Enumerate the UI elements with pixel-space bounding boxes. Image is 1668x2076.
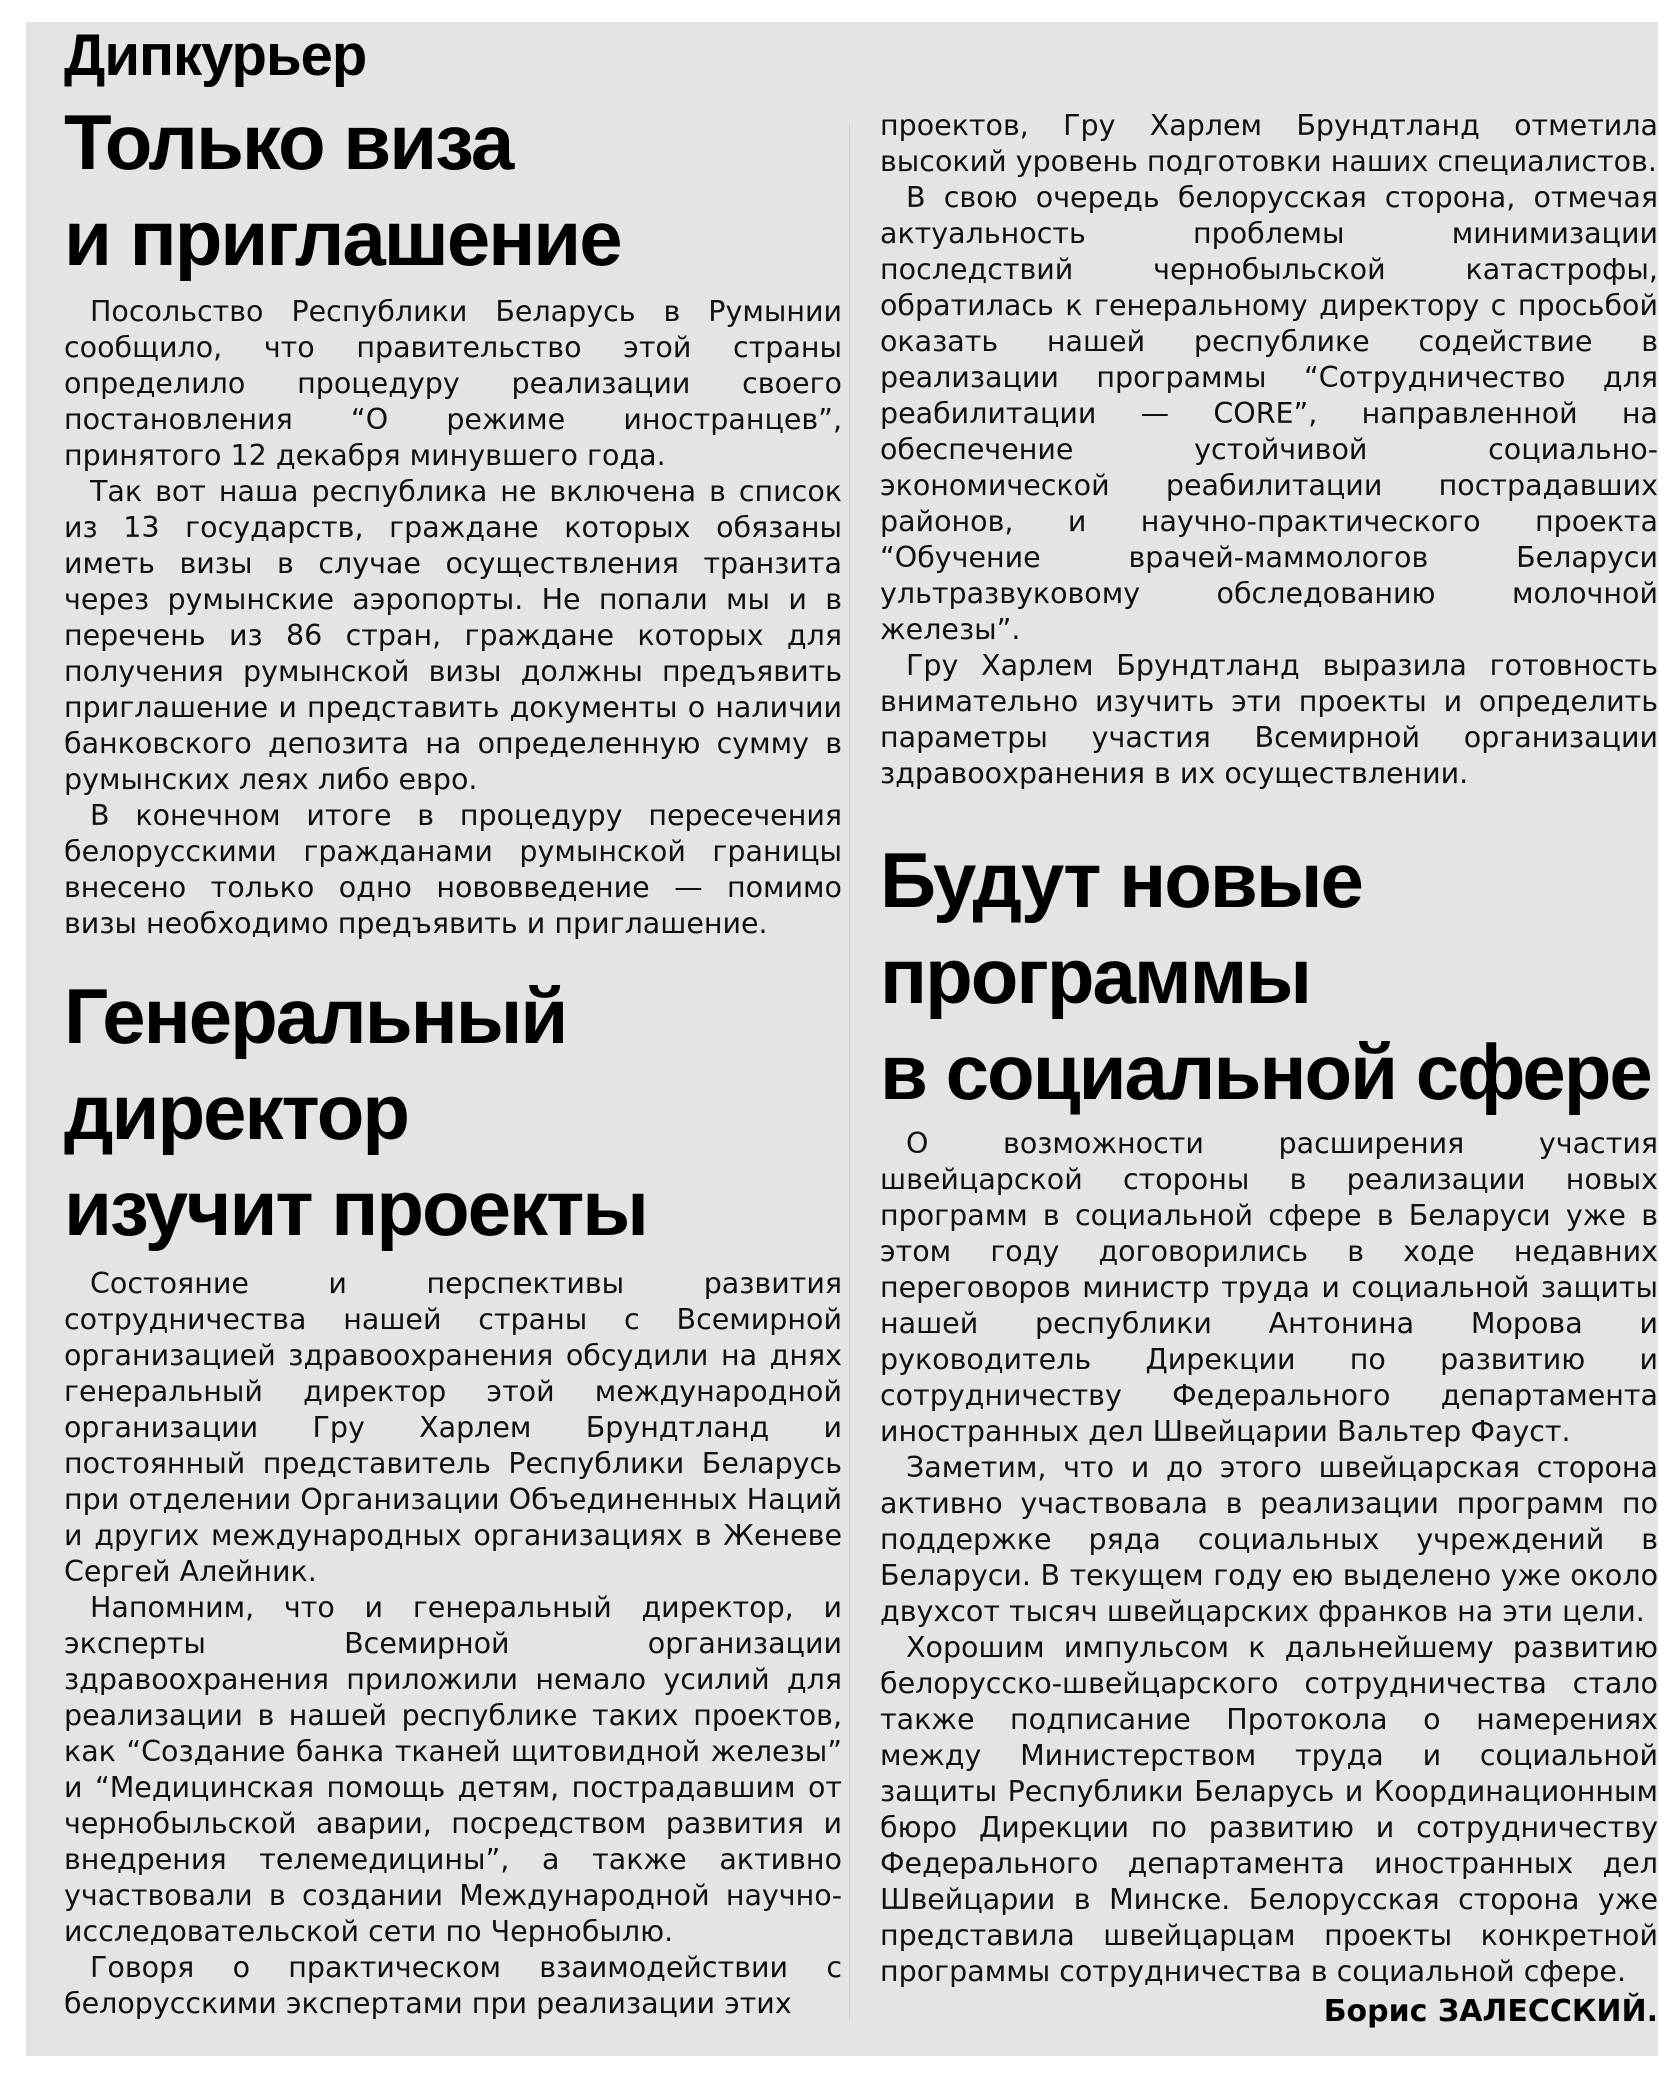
article-director-headline xyxy=(64,968,842,1256)
article-director-continued xyxy=(880,108,1658,792)
headline-line: и приглашение xyxy=(64,194,621,282)
headline-line: программы xyxy=(880,932,1310,1020)
headline-line: Только виза xyxy=(64,98,513,186)
paragraph: Напомним, что и генеральный директор, и эксперты Всемирной организации здравоохранения приложили немало усилий для реализации в нашей республике таких проектов, как “Создание банка тканей щитовидной железы” и “Медицинская помощь детям, пострадавшим от чернобыльской аварии, посредством развития и внедрения телемедицины”, а также активно участвовали в создании Международной научно-исследовательской сети по Чернобылю. xyxy=(64,1591,842,1948)
paragraph: Посольство Республики Беларусь в Румынии сообщило, что правительство этой страны определило процедуру реализации своего постановления “О режиме иностранцев”, принятого 12 декабря минувшего года. xyxy=(64,295,842,472)
headline-line: в социальной сфере xyxy=(880,1028,1651,1116)
rubric-title: Дипкурьер xyxy=(64,23,367,88)
paragraph: Заметим, что и до этого швейцарская сторона активно участвовала в реализации программ по поддержке ряда социальных учреждений в Беларуси. В текущем году ею выделено уже около двухсот тысяч швейцарских франков на эти цели. xyxy=(880,1451,1658,1628)
article-social xyxy=(880,832,1658,2032)
paragraph: О возможности расширения участия швейцарской стороны в реализации новых программ в социальной сфере в Беларуси уже в этом году договорились в ходе недавних переговоров министр труда и социальной защиты нашей республики Антонина Морова и руководитель Дирекции по развитию и сотрудничеству Федерального департамента иностранных дел Швейцарии Вальтер Фауст. xyxy=(880,1127,1658,1448)
article-social-headline xyxy=(880,832,1658,1120)
paragraph: Так вот наша республика не включена в список из 13 государств, граждане которых обязаны иметь визы в случае осуществления транзита через румынские аэропорты. Не попали мы и в перечень из 86 стран, граждане которых для получения румынской визы должны предъявить приглашение и представить документы о наличии банковского депозита на определенную сумму в румынских леях либо евро. xyxy=(64,475,842,796)
article-visa-headline xyxy=(64,94,842,286)
headline-line: Генеральный xyxy=(64,972,567,1060)
author-signature: Борис ЗАЛЕССКИЙ. xyxy=(1323,1994,1658,2029)
paragraph: проектов, Гру Харлем Брундтланд отметила высокий уровень подготовки наших специалистов. xyxy=(880,109,1658,178)
headline-line: Будут новые xyxy=(880,836,1362,924)
column-divider xyxy=(849,122,850,2022)
paragraph: Гру Харлем Брундтланд выразила готовность внимательно изучить эти проекты и определить параметры участия Всемирной организации здравоохранения в их осуществлении. xyxy=(880,649,1658,790)
headline-line: изучит проекты xyxy=(64,1164,647,1252)
paragraph: Хорошим импульсом к дальнейшему развитию белорусско-швейцарского сотрудничества стало также подписание Протокола о намерениях между Министерством труда и социальной защиты Республики Беларусь и Координационным бюро Дирекции по развитию и сотрудничеству Федерального департамента иностранных дел Швейцарии в Минске. Белорусская сторона уже представила швейцарцам проекты конкретной программы сотрудничества в социальной сфере. xyxy=(880,1631,1658,1988)
article-visa xyxy=(64,94,842,942)
paragraph: Состояние и перспективы развития сотрудничества нашей страны с Всемирной организацией здравоохранения обсудили на днях генеральный директор этой международной организации Гру Харлем Брундтланд и постоянный представитель Республики Беларусь при отделении Организации Объединенных Наций и других международных организациях в Женеве Сергей Алейник. xyxy=(64,1267,842,1588)
headline-line: директор xyxy=(64,1068,408,1156)
article-social-body xyxy=(880,1126,1658,1990)
right-column xyxy=(880,22,1658,2032)
paragraph: В конечном итоге в процедуру пересечения белорусскими гражданами румынской границы внесено только одно нововведение — помимо визы необходимо предъявить и приглашение. xyxy=(64,799,842,940)
newspaper-page xyxy=(26,22,1658,2056)
left-column xyxy=(64,22,842,2022)
article-director xyxy=(64,968,842,2022)
paragraph: В свою очередь белорусская сторона, отмечая актуальность проблемы минимизации последствий чернобыльской катастрофы, обратилась к генеральному директору с просьбой оказать нашей республике содействие в реализации программы “Сотрудничество для реабилитации — CORE”, направленной на обеспечение устойчивой социально-экономической реабилитации пострадавших районов, и научно-практического проекта “Обучение врачей-маммологов Беларуси ультразвуковому обследованию молочной железы”. xyxy=(880,181,1658,646)
article-visa-body xyxy=(64,294,842,942)
paragraph: Говоря о практическом взаимодействии с белорусскими экспертами при реализации этих xyxy=(64,1951,842,2020)
article-director-body xyxy=(64,1266,842,2022)
